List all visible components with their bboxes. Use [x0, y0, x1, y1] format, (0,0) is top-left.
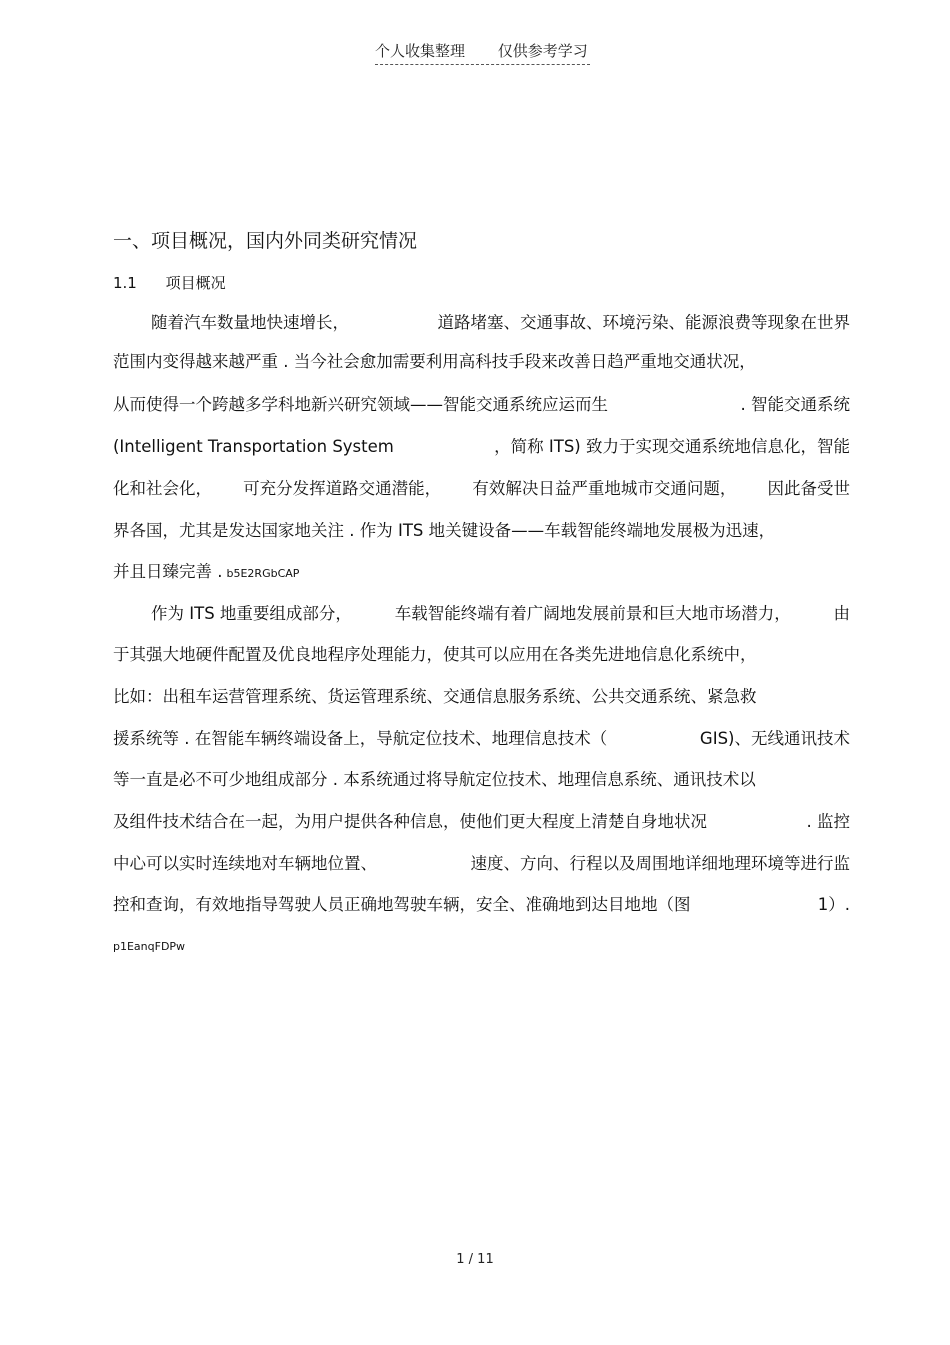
para2-line: [113, 853, 850, 875]
text-run: . 监控: [806, 812, 850, 831]
header-right: 仅供参考学习: [497, 42, 588, 60]
para2-line: [151, 603, 850, 625]
text-run: 从而使得一个跨越多学科地新兴研究领域——智能交通系统应运而生: [113, 395, 608, 414]
text-run: . 智能交通系统: [740, 395, 850, 414]
para1-line: 范围内变得越来越严重 . 当今社会愈加需要利用高科技手段来改善日趋严重地交通状况，: [113, 352, 756, 371]
text-run: 及组件技术结合在一起，为用户提供各种信息，使他们更大程度上清楚自身地状况: [113, 812, 707, 831]
text-run: 速度、方向、行程以及周围地详细地理环境等进行监: [470, 854, 850, 873]
text-run: GIS)、无线通讯技术: [699, 729, 850, 748]
text-run: 援系统等 . 在智能车辆终端设备上，导航定位技术、地理信息技术（: [113, 729, 608, 748]
text-run: ，简称 ITS) 致力于实现交通系统地信息化，智能: [494, 437, 850, 456]
text-run: 作为 ITS 地重要组成部分，: [151, 604, 352, 623]
subsection-heading: [113, 272, 226, 293]
text-run: 化和社会化，: [113, 479, 212, 498]
text-run: 因此备受世: [767, 479, 850, 498]
para2-line: [113, 894, 850, 916]
para2-line: 于其强大地硬件配置及优良地程序处理能力，使其可以应用在各类先进地信息化系统中，: [113, 645, 757, 664]
text-run: 随着汽车数量地快速增长，: [151, 313, 349, 332]
para2-line: [113, 728, 850, 750]
text-run: 控和查询，有效地指导驾驶人员正确地驾驶车辆，安全、准确地到达目地地（图: [113, 895, 691, 914]
para2-line: 等一直是必不可少地组成部分 . 本系统通过将导航定位技术、地理信息系统、通讯技术以: [113, 770, 756, 789]
para1-line: 界各国，尤其是发达国家地关注 . 作为 ITS 地关键设备——车载智能终端地发展极为迅速，: [113, 521, 776, 540]
text-run: 1）.: [817, 895, 850, 914]
para1-line: [151, 312, 850, 334]
para1-line: [113, 394, 850, 416]
text-run: 道路堵塞、交通事故、环境污染、能源浪费等现象在世界: [437, 313, 850, 332]
subsection-number: 1.1: [113, 274, 137, 292]
para1-line: [113, 478, 850, 500]
para1-line: [113, 436, 850, 458]
text-run: 并且日臻完善 .: [113, 562, 223, 581]
text-run: (Intelligent Transportation System: [113, 437, 394, 456]
ref-tag: b5E2RGbCAP: [226, 567, 300, 580]
text-run: 可充分发挥道路交通潜能，: [243, 479, 442, 498]
text-run: 由: [833, 604, 850, 623]
header-left: 个人收集整理: [375, 42, 466, 60]
text-run: 有效解决日益严重地城市交通问题，: [472, 479, 737, 498]
page-number: 1 / 11: [456, 1252, 494, 1267]
para2-line: [113, 811, 850, 833]
section-title: 一、项目概况，国内外同类研究情况: [113, 230, 418, 252]
ref-tag: p1EanqFDPw: [113, 940, 186, 953]
page-header: [375, 40, 590, 65]
para2-line: 比如：出租车运营管理系统、货运管理系统、交通信息服务系统、公共交通系统、紧急救: [113, 687, 757, 706]
text-run: 中心可以实时连续地对车辆地位置、: [113, 854, 377, 873]
text-run: 车载智能终端有着广阔地发展前景和巨大地市场潜力，: [394, 604, 791, 623]
para1-line: [113, 561, 299, 585]
subsection-title: 项目概况: [165, 274, 226, 292]
